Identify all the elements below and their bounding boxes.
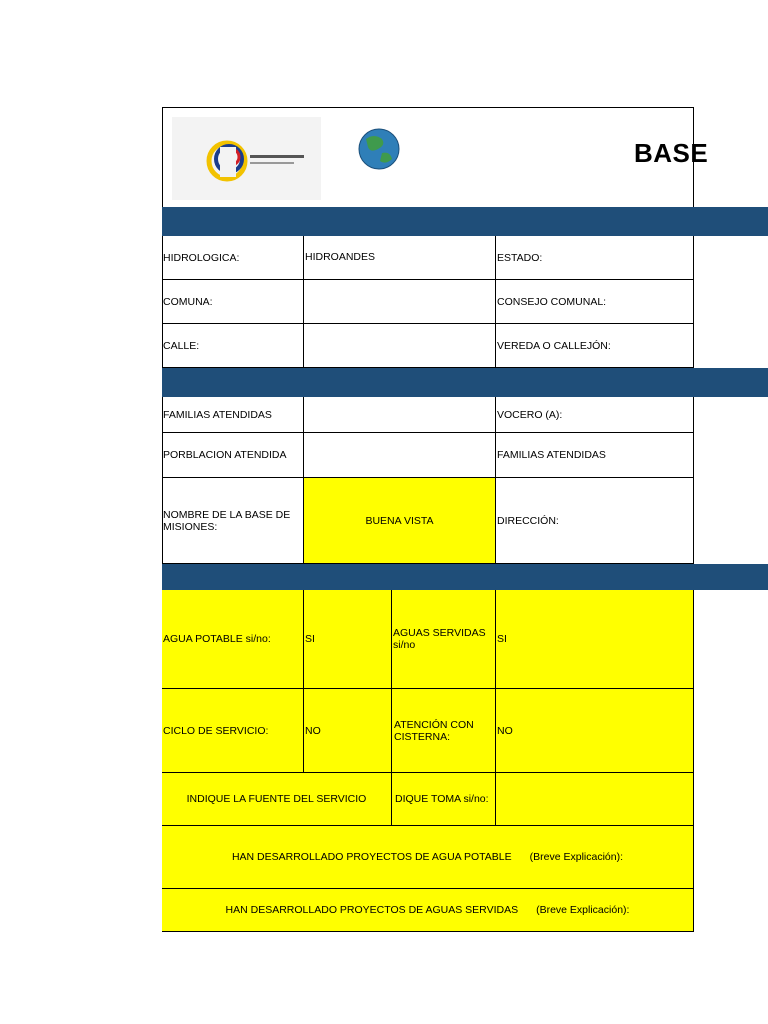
calle-value-field[interactable] (304, 324, 496, 368)
proyectos-agua-potable-row[interactable] (162, 826, 694, 889)
section-band-2 (162, 368, 768, 397)
agua-potable-label: AGUA POTABLE si/no: (162, 590, 304, 689)
globe-icon (352, 125, 406, 187)
hidrologica-value[interactable]: HIDROANDES (304, 236, 496, 280)
aguas-servidas-value[interactable]: SI (496, 590, 694, 689)
vocero-label: VOCERO (A): (496, 397, 694, 433)
comuna-label: COMUNA: (162, 280, 304, 324)
consejo-comunal-label: CONSEJO COMUNAL: (496, 280, 694, 324)
dique-toma-label: DIQUE TOMA si/no: (392, 773, 496, 826)
agua-potable-value[interactable]: SI (304, 590, 392, 689)
minaguas-logo (352, 125, 406, 187)
vicepresidencia-logo (172, 117, 321, 200)
familias-atendidas-label: FAMILIAS ATENDIDAS (162, 397, 304, 433)
vicepresidencia-logo-icon (172, 117, 321, 200)
proyectos-aguas-servidas-hint: (Breve Explicación): (536, 904, 630, 916)
section-band-3 (162, 564, 768, 590)
cisterna-value[interactable]: NO (496, 689, 694, 773)
direccion-label: DIRECCIÓN: (496, 478, 694, 564)
cisterna-label: ATENCIÓN CON CISTERNA: (392, 689, 496, 773)
proyectos-aguas-servidas-label: HAN DESARROLLADO PROYECTOS DE AGUAS SERVIDAS (225, 904, 519, 916)
comuna-value-field[interactable] (304, 280, 496, 324)
estado-label: ESTADO: (496, 236, 694, 280)
dique-toma-field[interactable] (496, 773, 694, 826)
sheet-top-border (162, 107, 693, 108)
base-misiones-value[interactable]: BUENA VISTA (304, 478, 496, 564)
ciclo-servicio-label: CICLO DE SERVICIO: (162, 689, 304, 773)
familias-atendidas-label-2: FAMILIAS ATENDIDAS (496, 433, 694, 478)
vereda-label: VEREDA O CALLEJÓN: (496, 324, 694, 368)
proyectos-agua-potable-label: HAN DESARROLLADO PROYECTOS DE AGUA POTABLE (231, 851, 512, 863)
hidrologica-label: HIDROLOGICA: (162, 236, 304, 280)
poblacion-atendida-label: PORBLACION ATENDIDA (162, 433, 304, 478)
proyectos-aguas-servidas-row[interactable] (162, 889, 694, 932)
fuente-servicio-label: INDIQUE LA FUENTE DEL SERVICIO (162, 773, 392, 826)
section-band-1 (162, 207, 768, 236)
proyectos-agua-potable-hint: (Breve Explicación): (529, 851, 624, 863)
poblacion-atendida-field[interactable] (304, 433, 496, 478)
calle-label: CALLE: (162, 324, 304, 368)
base-misiones-label: NOMBRE DE LA BASE DE MISIONES: (162, 478, 304, 564)
page-title: BASE (634, 138, 709, 168)
ciclo-servicio-value[interactable]: NO (304, 689, 392, 773)
aguas-servidas-label: AGUAS SERVIDAS si/no (392, 590, 496, 689)
familias-atendidas-field[interactable] (304, 397, 496, 433)
